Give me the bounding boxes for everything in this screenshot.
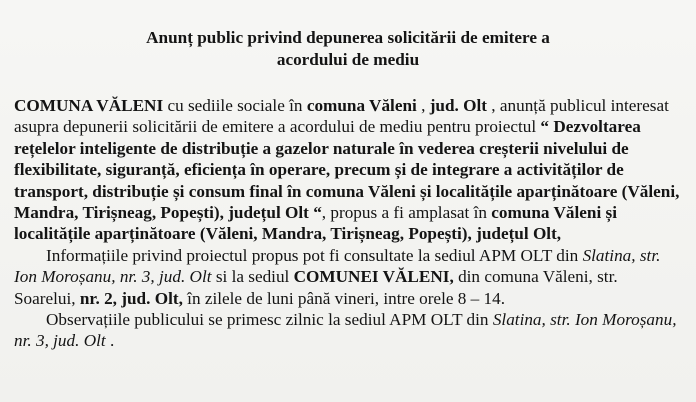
title-line-1: Anunț public privind depunerea solicitării de emitere a [146, 28, 550, 47]
text-span: cu sediile sociale în [163, 96, 307, 115]
text-span: si la sediul [211, 267, 294, 287]
commune-address-number: nr. 2, jud. Olt, [79, 288, 183, 308]
office-hours: în zilele de luni până vineri, intre orele 8 – 14. [182, 288, 506, 308]
title-line-2: acordului de mediu [276, 50, 420, 69]
project-title: “ Dezvoltarea rețelelor inteligente de distribuție a gazelor naturale în vederea creșterii nivelului de flexibilitate, siguranță, eficiența în operare, precum și de integrare a activităților de transport, distribuție și consum final în comuna Văleni și localitățile aparținătoare (Văleni, Mandra, Tirișneag, Popești), județul Olt “ [14, 117, 680, 223]
text-span: Informațiile privind proiectul propus pot fi consultate la sediul APM OLT din [46, 245, 583, 265]
applicant-county: jud. Olt [429, 96, 487, 115]
apm-address: Slatina, str. Ion Moroșanu, nr. 3, jud. Olt [14, 245, 661, 287]
announcement-title [14, 0, 682, 71]
project-location: comuna Văleni și localitățile aparținătoare (Văleni, Mandra, Tirișneag, Popești), județul Olt, [14, 203, 617, 244]
text-span: , propus a fi amplasat în [321, 203, 492, 223]
paragraph-information [14, 245, 682, 309]
announcement-body [14, 95, 682, 352]
paragraph-project [14, 95, 682, 245]
text-span: , anunță publicul interesat asupra depunerii solicitării de emitere a acordului de mediu pentru proiectul [14, 96, 669, 137]
apm-address: Slatina, str. Ion Moroșanu, nr. 3, jud. Olt [14, 310, 677, 351]
commune-office-name: COMUNEI VĂLENI, [293, 267, 454, 287]
paragraph-observations [14, 309, 682, 352]
text-span: . [105, 331, 115, 351]
text-span: Observațiile publicului se primesc zilnic la sediul APM OLT din [46, 310, 493, 330]
applicant-name: COMUNA VĂLENI [14, 96, 164, 115]
commune-address: din comuna Văleni, str. Soarelui, [14, 267, 618, 308]
text-span: , [416, 96, 430, 115]
applicant-locality: comuna Văleni [306, 96, 417, 115]
